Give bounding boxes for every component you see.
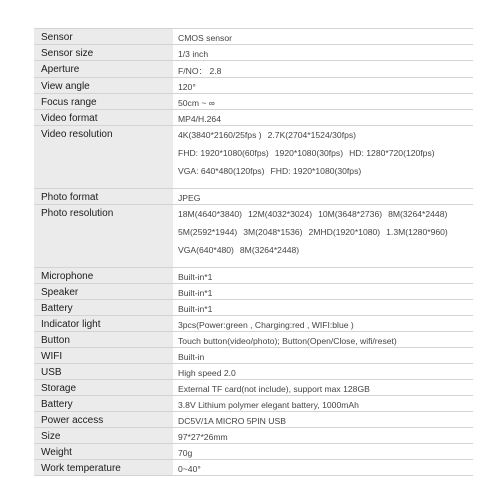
spec-label: Weight [34, 444, 173, 460]
spec-label: Work temperature [34, 460, 173, 476]
spec-row [34, 460, 473, 476]
spec-value-line [178, 130, 473, 140]
spec-value-line [178, 304, 473, 314]
spec-row [34, 205, 473, 268]
spec-row [34, 110, 473, 126]
spec-label: Indicator light [34, 316, 173, 332]
spec-value-segment: 10M(3648*2736) [318, 209, 383, 219]
spec-value-segment: Built-in*1 [178, 272, 213, 282]
spec-row [34, 126, 473, 189]
spec-value [173, 61, 473, 78]
spec-value-segment: F/NO： 2.8 [178, 66, 222, 76]
spec-row [34, 61, 473, 78]
spec-row [34, 316, 473, 332]
spec-value [173, 126, 473, 189]
spec-table-body [34, 29, 473, 476]
spec-value-segment: 8M(3264*2448) [239, 245, 300, 255]
spec-value-segment: CMOS sensor [178, 33, 232, 43]
spec-value-line [178, 336, 473, 346]
spec-value-segment: 5M(2592*1944) [178, 227, 238, 237]
spec-label: Storage [34, 380, 173, 396]
spec-row [34, 428, 473, 444]
spec-label: Microphone [34, 268, 173, 284]
spec-row [34, 189, 473, 205]
spec-row [34, 45, 473, 61]
spec-label: WIFI [34, 348, 173, 364]
spec-value [173, 396, 473, 412]
spec-value [173, 110, 473, 126]
spec-value [173, 332, 473, 348]
spec-value [173, 45, 473, 61]
spec-label: Photo format [34, 189, 173, 205]
spec-label: Battery [34, 300, 173, 316]
spec-value-line [178, 166, 473, 176]
spec-value-segment: 50cm ~ ∞ [178, 98, 215, 108]
spec-value-segment: FHD: 1920*1080(60fps) [178, 148, 269, 158]
spec-row [34, 268, 473, 284]
spec-label: Battery [34, 396, 173, 412]
spec-value [173, 205, 473, 268]
spec-value-segment: 2.7K(2704*1524/30fps) [267, 130, 357, 140]
spec-value [173, 189, 473, 205]
spec-value [173, 94, 473, 110]
spec-value [173, 412, 473, 428]
spec-row [34, 29, 473, 45]
spec-label: Aperture [34, 61, 173, 78]
spec-value-segment: 1/3 inch [178, 49, 209, 59]
spec-value-segment: MP4/H.264 [178, 114, 221, 124]
spec-row [34, 300, 473, 316]
spec-label: Video format [34, 110, 173, 126]
spec-row [34, 364, 473, 380]
spec-row [34, 412, 473, 428]
spec-value-segment: 3pcs(Power:green , Charging:red , WIFI:blue ) [178, 320, 354, 330]
spec-value-segment: 120° [178, 82, 196, 92]
spec-value-line [178, 352, 473, 362]
spec-value-segment: 1920*1080(30fps) [274, 148, 344, 158]
spec-value-line [178, 114, 473, 124]
spec-value-segment: 3M(2048*1536) [243, 227, 303, 237]
spec-value-segment: FHD: 1920*1080(30fps) [270, 166, 362, 176]
spec-value-segment: 4K(3840*2160/25fps ) [178, 130, 262, 140]
spec-value [173, 380, 473, 396]
spec-value-segment: Built-in [178, 352, 205, 362]
spec-row [34, 348, 473, 364]
spec-value-line [178, 98, 473, 108]
spec-row [34, 396, 473, 412]
spec-value-line [178, 245, 473, 255]
spec-label: Button [34, 332, 173, 348]
spec-value-segment: External TF card(not include), support max 128GB [178, 384, 370, 394]
spec-value-line [178, 368, 473, 378]
spec-value-line [178, 272, 473, 282]
spec-value-segment: Touch button(video/photo); Button(Open/Close, wifi/reset) [178, 336, 397, 346]
spec-table [34, 28, 473, 476]
spec-row [34, 332, 473, 348]
spec-value-segment: Built-in*1 [178, 304, 213, 314]
spec-value [173, 460, 473, 476]
spec-value-line [178, 193, 473, 203]
spec-value [173, 428, 473, 444]
spec-value [173, 364, 473, 380]
spec-value-line [178, 416, 473, 426]
spec-value-segment: HD: 1280*720(120fps) [349, 148, 435, 158]
spec-value-segment: 3.8V Lithium polymer elegant battery, 1000mAh [178, 400, 359, 410]
spec-value-line [178, 209, 473, 219]
spec-value-segment: DC5V/1A MICRO 5PIN USB [178, 416, 286, 426]
spec-value-line [178, 65, 473, 77]
spec-value-segment: 70g [178, 448, 193, 458]
spec-row [34, 380, 473, 396]
spec-label: USB [34, 364, 173, 380]
spec-value-line [178, 400, 473, 410]
spec-value-line [178, 320, 473, 330]
spec-label: View angle [34, 78, 173, 94]
spec-value-segment: 1.3M(1280*960) [386, 227, 448, 237]
spec-value [173, 78, 473, 94]
spec-value-segment: 0~40° [178, 464, 201, 474]
spec-label: Power access [34, 412, 173, 428]
spec-value-line [178, 227, 473, 237]
spec-label: Speaker [34, 284, 173, 300]
spec-row [34, 94, 473, 110]
spec-value-line [178, 384, 473, 394]
spec-value-line [178, 288, 473, 298]
spec-label: Video resolution [34, 126, 173, 189]
spec-value-segment: 18M(4640*3840) [178, 209, 243, 219]
spec-label: Focus range [34, 94, 173, 110]
spec-value-segment: VGA: 640*480(120fps) [178, 166, 265, 176]
spec-value-segment: High speed 2.0 [178, 368, 236, 378]
spec-value-line [178, 464, 473, 474]
spec-value [173, 268, 473, 284]
spec-value-segment: 8M(3264*2448) [388, 209, 448, 219]
spec-value [173, 316, 473, 332]
spec-value [173, 284, 473, 300]
spec-value-segment: 2MHD(1920*1080) [308, 227, 381, 237]
spec-value-line [178, 448, 473, 458]
spec-value-line [178, 148, 473, 158]
spec-value [173, 29, 473, 45]
spec-value-line [178, 49, 473, 59]
spec-value-line [178, 432, 473, 442]
spec-value [173, 300, 473, 316]
spec-value-segment: VGA(640*480) [178, 245, 234, 255]
spec-value-segment: 12M(4032*3024) [248, 209, 313, 219]
spec-label: Size [34, 428, 173, 444]
spec-value-line [178, 82, 473, 92]
spec-value-segment: Built-in*1 [178, 288, 213, 298]
spec-value [173, 444, 473, 460]
spec-value-segment: JPEG [178, 193, 201, 203]
spec-label: Photo resolution [34, 205, 173, 268]
spec-row [34, 284, 473, 300]
spec-value-line [178, 33, 473, 43]
spec-value-segment: 97*27*26mm [178, 432, 228, 442]
spec-row [34, 444, 473, 460]
spec-label: Sensor [34, 29, 173, 45]
spec-label: Sensor size [34, 45, 173, 61]
spec-row [34, 78, 473, 94]
spec-value [173, 348, 473, 364]
